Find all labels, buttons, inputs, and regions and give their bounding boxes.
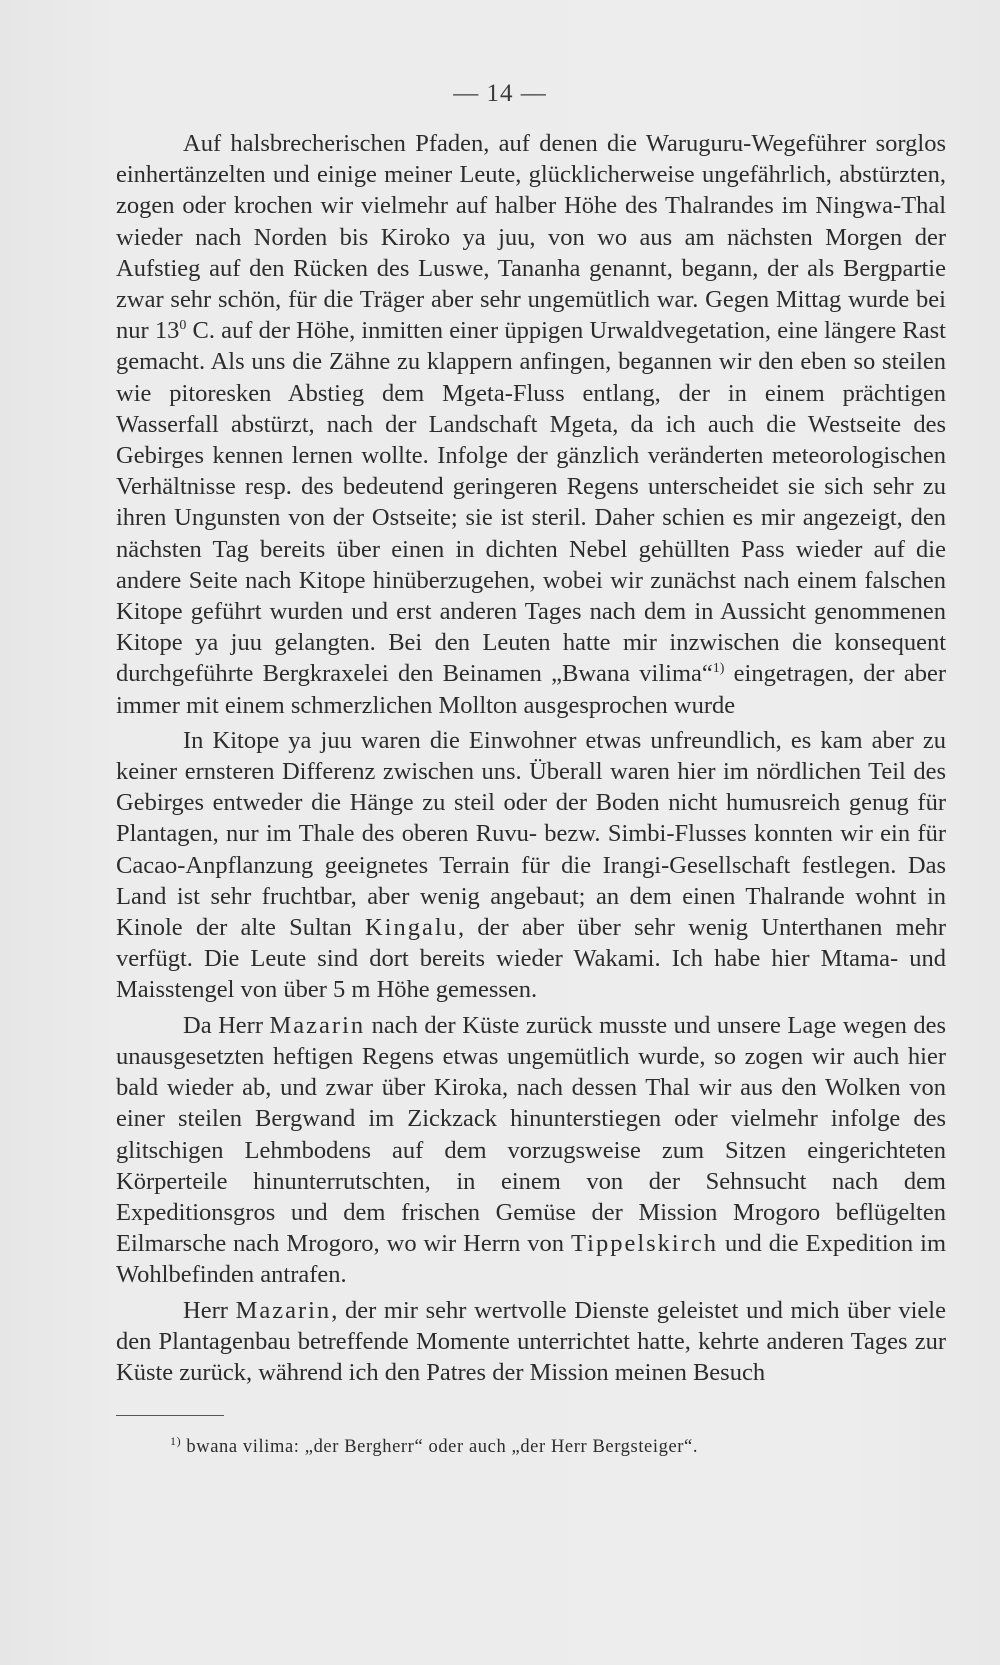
paragraph-1-text-b: C. auf der Höhe, inmitten einer üppigen Urwaldvegetation, eine längere Rast gemacht. Als uns die Zähne zu klappern anfingen, begannen wir den eben so steilen wie pitoresken Abstieg dem Mgeta-Fluss entlang, der in einem prächtigen Wasserfall abstürzt, nach der Landschaft Mgeta, da ich auch die Westseite des Gebirges kennen lernen wollte. Infolge der gänzlich veränderten meteorologischen Verhältnisse resp. des bedeutend geringeren Regens unterscheidet sie sich sehr zu ihren Ungunsten von der Ostseite; sie ist steril. Daher schien es mir angezeigt, den nächsten Tag bereits über einen in dichten Nebel gehüllten Pass wieder auf die andere Seite nach Kitope hinüberzugehen, wobei wir zunächst nach einem falschen Kitope geführt wurden und erst anderen Tages nach dem in Aussicht genommenen Kitope ya juu gelangten. Bei den Leuten hatte mir inzwischen die konsequent durchgeführte Bergkraxelei den Beinamen „Bwana vilima“ xyxy=(116,317,946,688)
paragraph-3-text-c: und die Expedition im Wohlbefinden antrafen. xyxy=(116,1230,946,1289)
paragraph-1 xyxy=(116,128,946,721)
paragraph-2-text-a: In Kitope ya juu waren die Einwohner etwas unfreundlich, es kam aber zu keiner ernsteren Differenz zwischen uns. Überall waren hier im nördlichen Teil des Gebirges entweder die Hänge zu steil oder der Boden nicht humusreich genug für Plantagen, nur im Thale des oberen Ruvu- bezw. Simbi-Flusses konnten wir ein für Cacao-Anpflanzung geeignetes Terrain für die Irangi-Gesellschaft festlegen. Das Land ist sehr fruchtbar, aber wenig angebaut; an dem einen Thalrande wohnt in Kinole der alte Sultan xyxy=(116,726,946,942)
footnote-marker: 1) xyxy=(170,1434,182,1448)
person-name-tippelskirch: Tippelskirch xyxy=(571,1230,719,1258)
person-name-mazarin: Mazarin xyxy=(269,1011,366,1039)
person-name-kingalu: Kingalu xyxy=(365,914,458,942)
footnote-reference: 1) xyxy=(712,661,725,677)
paragraph-3-text-a: Da Herr xyxy=(183,1011,270,1039)
footnote-divider xyxy=(116,1415,224,1416)
degree-mark: 0 xyxy=(179,318,187,334)
paragraph-4-text-b: , der mir sehr wertvolle Dienste geleistet und mich über viele den Plantagenbau betreffende Momente unterrichtet hatte, kehrte anderen Tages zur Küste zurück, während ich den Patres der Mission meinen Besuch xyxy=(116,1296,946,1386)
paragraph-3 xyxy=(116,1010,946,1291)
footnote-text: bwana vilima: „der Bergherr“ oder auch „der Herr Bergsteiger“. xyxy=(181,1437,699,1457)
paragraph-2-text-b: , der aber über sehr wenig Unterthanen mehr verfügt. Die Leute sind dort bereits wieder Wakami. Ich habe hier Mtama- und Maisstengel von über 5 m Höhe gemessen. xyxy=(116,914,946,1004)
paragraph-4 xyxy=(116,1295,946,1389)
paragraph-4-text-a: Herr xyxy=(183,1296,236,1324)
paragraph-1-text-c: eingetragen, der aber immer mit einem schmerzlichen Mollton ausgesprochen wurde xyxy=(116,660,946,719)
person-name-mazarin-2: Mazarin xyxy=(235,1296,332,1324)
body-text xyxy=(116,128,946,1388)
paragraph-3-text-b: nach der Küste zurück musste und unsere Lage wegen des unausgesetzten heftigen Regens etwas ungemütlich wurde, so zogen wir auch hier bald wieder ab, und zwar über Kiroka, nach dessen Thal wir aus den Wolken von einer steilen Bergwand im Zickzack hinunterstiegen oder vielmehr infolge des glitschigen Lehmbodens auf dem vorzugsweise zum Sitzen eingerichteten Körperteile hinunterrutschten, in einem von der Sehnsucht nach dem Expeditionsgros und dem frischen Gemüse der Mission Mrogoro beflügelten Eilmarsche nach Mrogoro, wo wir Herrn von xyxy=(116,1011,946,1258)
page-number: — 14 — xyxy=(453,80,547,107)
paragraph-1-text-a: Auf halsbrecherischen Pfaden, auf denen die Waruguru-Wegeführer sorglos einhertänzelten und einige meiner Leute, glücklicherweise ungefährlich, abstürzten, zogen oder krochen wir vielmehr auf halber Höhe des Thalrandes im Ningwa-Thal wieder nach Norden bis Kiroko ya juu, von wo aus am nächsten Morgen der Aufstieg auf den Rücken des Luswe, Tananha genannt, begann, der als Bergpartie zwar sehr schön, für die Träger aber sehr ungemütlich war. Gegen Mittag wurde bei nur 13 xyxy=(116,130,946,345)
footnote xyxy=(170,1435,930,1459)
paragraph-2 xyxy=(116,725,946,1006)
